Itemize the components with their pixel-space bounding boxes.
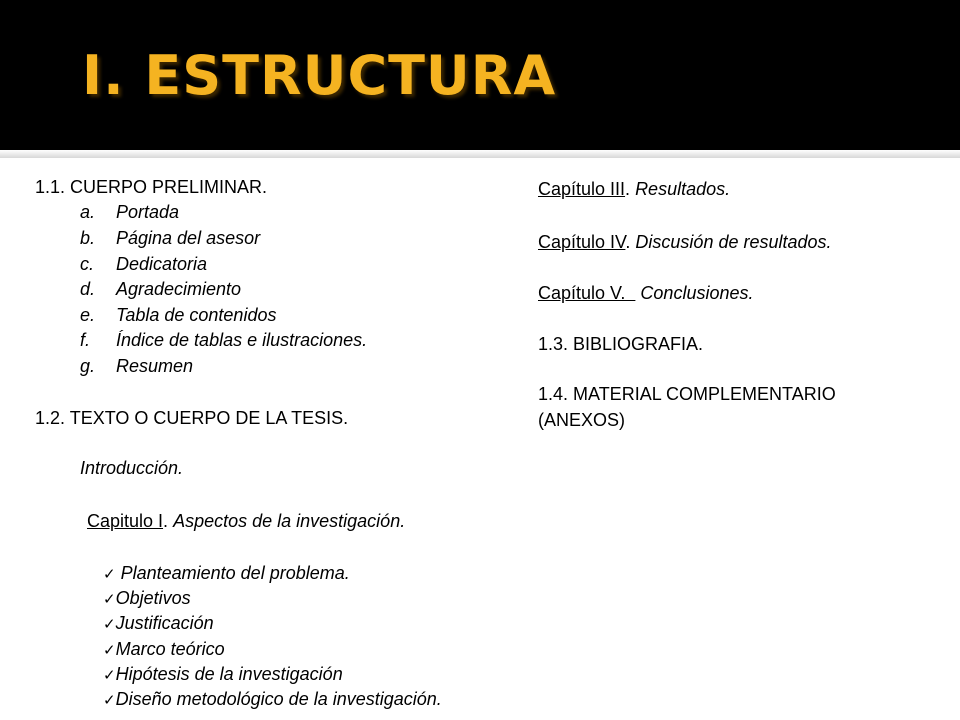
list-item-text: Índice de tablas e ilustraciones. bbox=[116, 330, 368, 350]
chapter-3-title: Resultados. bbox=[635, 179, 731, 199]
chapter-1-title: Aspectos de la investigación. bbox=[173, 511, 406, 531]
list-item bbox=[80, 355, 193, 377]
list-item-text: Portada bbox=[116, 202, 180, 222]
list-marker: f. bbox=[80, 330, 91, 350]
section-heading-material-line1: 1.4. MATERIAL COMPLEMENTARIO bbox=[538, 384, 836, 404]
list-item bbox=[80, 329, 367, 351]
chapter-1-label: Capitulo I bbox=[87, 511, 164, 531]
checkmark-icon: ✓ bbox=[103, 615, 116, 633]
section-heading-bibliografia: 1.3. BIBLIOGRAFIA. bbox=[538, 334, 704, 354]
check-item bbox=[103, 587, 191, 610]
chapter-3-label: Capítulo III bbox=[538, 179, 626, 199]
list-item-text: Agradecimiento bbox=[116, 279, 242, 299]
check-item bbox=[103, 663, 343, 686]
chapter-1-separator: . bbox=[163, 511, 174, 531]
section-heading-texto: 1.2. TEXTO O CUERPO DE LA TESIS. bbox=[35, 408, 349, 428]
intro-line: Introducción. bbox=[80, 458, 184, 478]
check-item-text: Planteamiento del problema. bbox=[120, 563, 350, 583]
chapter-3-line bbox=[538, 178, 730, 200]
title-bar bbox=[0, 0, 960, 150]
chapter-4-label: Capítulo IV bbox=[538, 232, 626, 252]
check-item bbox=[103, 688, 442, 711]
chapter-5-label: Capítulo V. bbox=[538, 283, 636, 303]
section-heading-preliminar: 1.1. CUERPO PRELIMINAR. bbox=[35, 177, 268, 197]
checkmark-icon: ✓ bbox=[103, 641, 116, 659]
check-item-text: Objetivos bbox=[115, 588, 191, 608]
list-item bbox=[80, 201, 179, 223]
chapter-5-title: Conclusiones. bbox=[640, 283, 754, 303]
chapter-4-separator: . bbox=[625, 232, 636, 252]
chapter-5-line bbox=[538, 282, 753, 304]
check-item-text: Diseño metodológico de la investigación. bbox=[115, 689, 442, 709]
list-item bbox=[80, 278, 241, 300]
list-item-text: Tabla de contenidos bbox=[116, 305, 277, 325]
section-heading-material-line2: (ANEXOS) bbox=[538, 410, 626, 430]
check-item-text: Marco teórico bbox=[115, 639, 225, 659]
checkmark-icon: ✓ bbox=[103, 590, 116, 608]
check-item bbox=[103, 562, 350, 585]
chapter-4-title: Discusión de resultados. bbox=[635, 232, 832, 252]
list-item bbox=[80, 304, 276, 326]
slide-body bbox=[0, 158, 960, 720]
check-item bbox=[103, 612, 214, 635]
check-item-text: Hipótesis de la investigación bbox=[115, 664, 343, 684]
checkmark-icon: ✓ bbox=[103, 691, 116, 709]
list-item-text: Página del asesor bbox=[116, 228, 261, 248]
chapter-4-line bbox=[538, 231, 832, 253]
list-item-text: Dedicatoria bbox=[116, 254, 208, 274]
list-item bbox=[80, 227, 260, 249]
checkmark-icon: ✓ bbox=[103, 666, 116, 684]
list-marker: d. bbox=[80, 279, 96, 299]
slide-title: I. ESTRUCTURA bbox=[82, 44, 557, 107]
check-item-text: Justificación bbox=[115, 613, 214, 633]
list-marker: a. bbox=[80, 202, 96, 222]
list-marker: g. bbox=[80, 356, 96, 376]
list-item bbox=[80, 253, 207, 275]
chapter-1-line bbox=[87, 510, 405, 532]
list-marker: b. bbox=[80, 228, 96, 248]
chapter-3-separator: . bbox=[625, 179, 636, 199]
list-marker: e. bbox=[80, 305, 96, 325]
check-item bbox=[103, 638, 225, 661]
list-item-text: Resumen bbox=[116, 356, 194, 376]
title-divider bbox=[0, 150, 960, 158]
list-marker: c. bbox=[80, 254, 95, 274]
checkmark-icon: ✓ bbox=[103, 565, 116, 583]
